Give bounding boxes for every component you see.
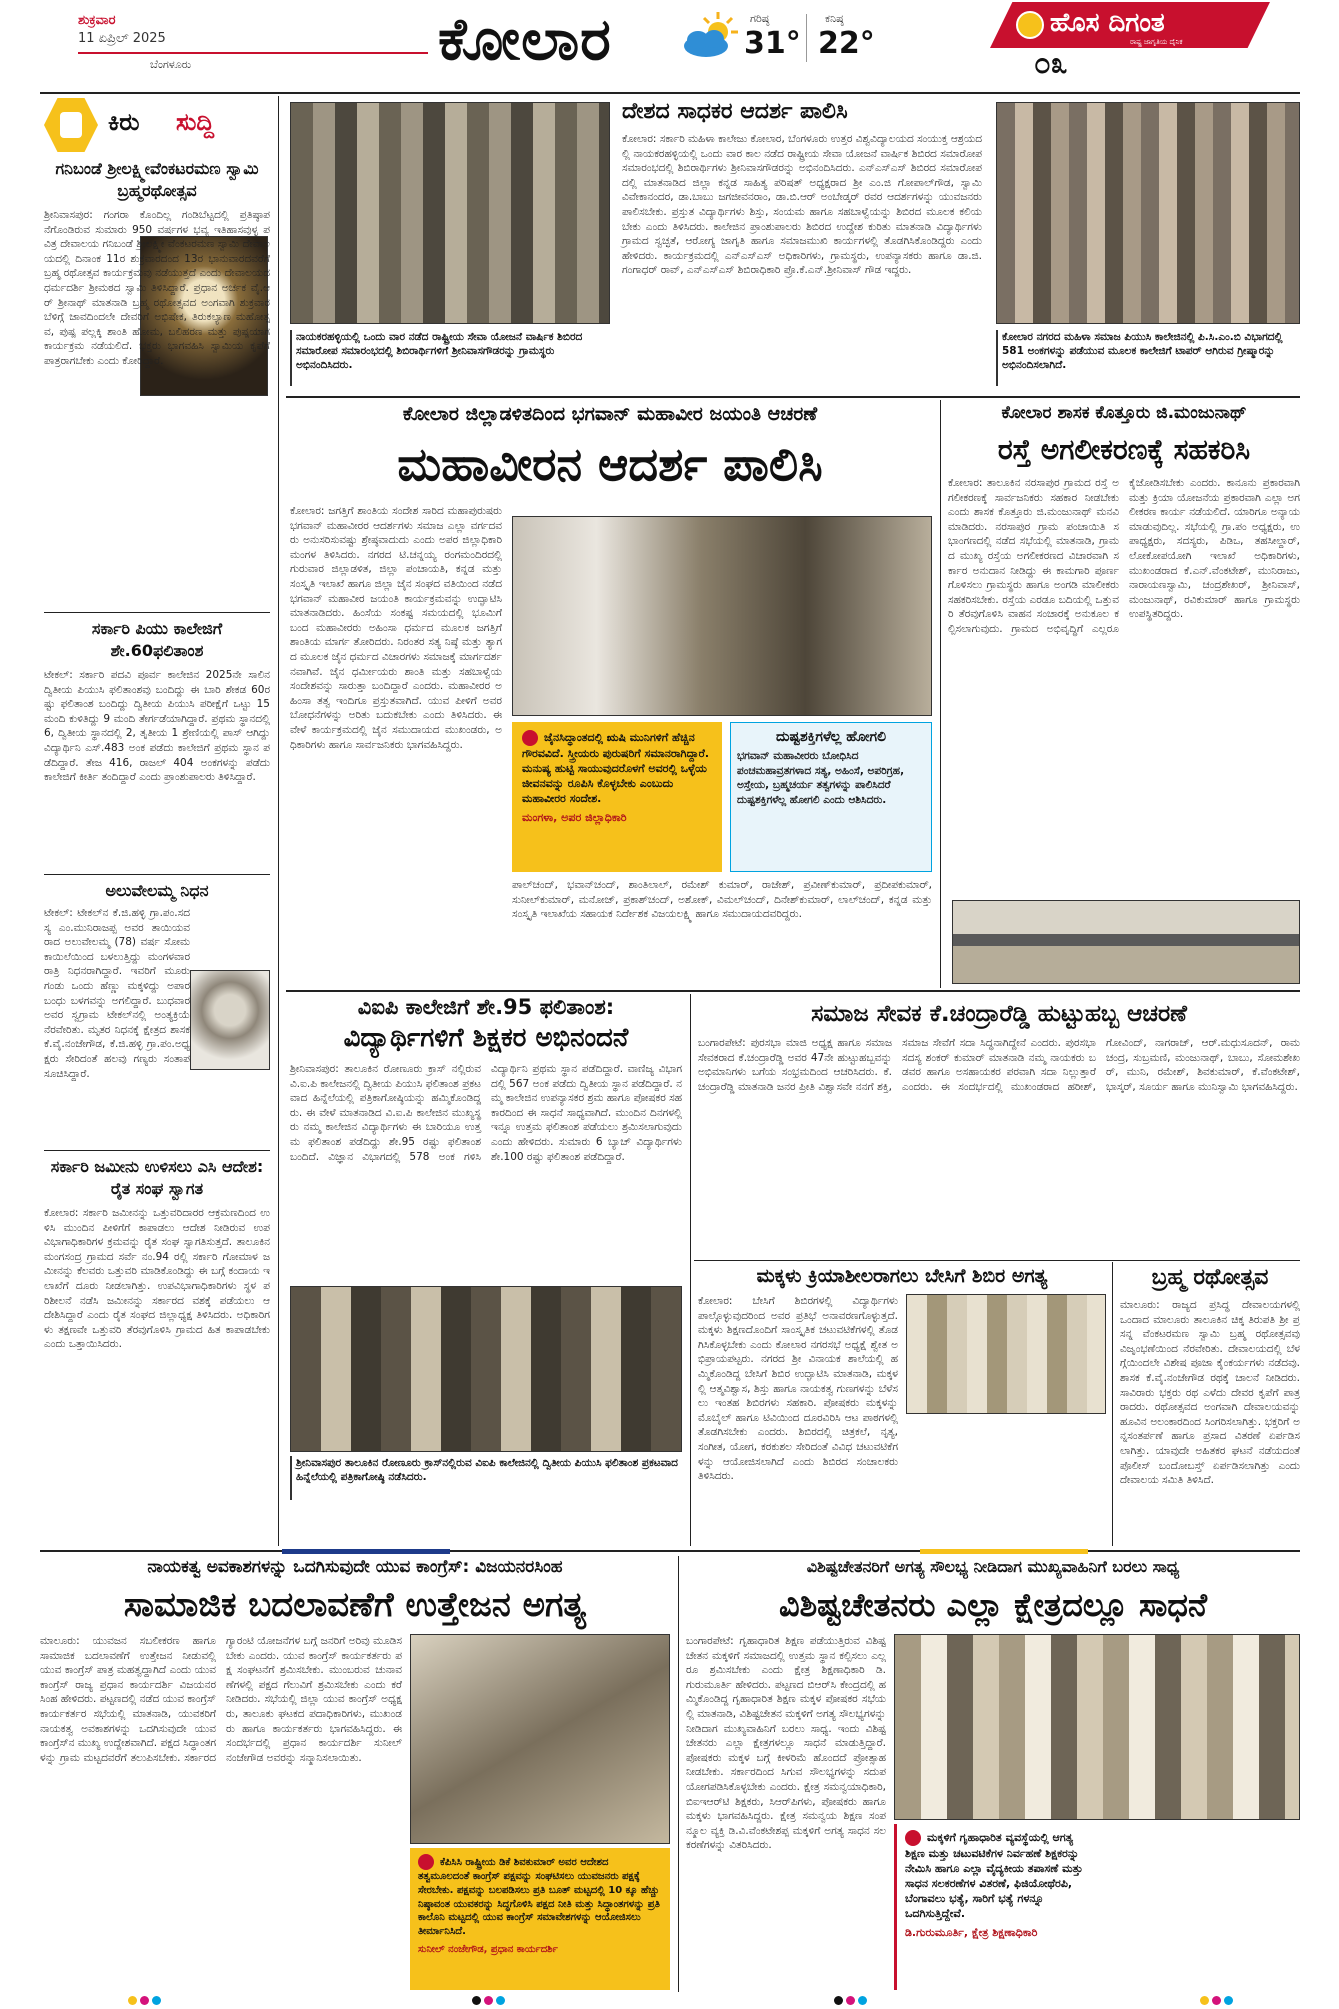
weather-icon: [680, 10, 742, 60]
top-row-rule: [286, 396, 1300, 398]
kiru-label-b: ಸುದ್ದಿ: [176, 108, 215, 136]
reg-dot: [128, 1996, 137, 2005]
max-temp-label: ಗರಿಷ್ಠ: [750, 12, 770, 25]
vip-headline-1: ವಿಐಪಿ ಕಾಲೇಜಿಗೆ ಶೇ.95 ಫಲಿತಾಂಶ:: [357, 995, 615, 1019]
max-temp: 31°: [744, 26, 801, 61]
quote-mark-icon: [905, 1830, 921, 1846]
reg-dot: [484, 1996, 493, 2005]
reg-dot: [858, 1996, 867, 2005]
vip-headline-2: ವಿದ್ಯಾರ್ಥಿಗಳಿಗೆ ಶಿಕ್ಷಕರ ಅಭಿನಂದನೆ: [343, 1023, 629, 1053]
nss-photo-caption: ನಾಯಕರಹಳ್ಳಿಯಲ್ಲಿ ಒಂದು ವಾರ ನಡೆದ ರಾಷ್ಟ್ರೀಯ ಸೇವಾ ಯೋಜನೆ ವಾರ್ಷಿಕ ಶಿಬಿರದ ಸಮಾರೋಪ ಸಮಾರಂಭದಲ್ಲಿ ಶಿಬಿರಾರ್ಥಿಗಳಿಗೆ ಶ್ರೀನಿವಾಸಗೌಡರನ್ನು ಗ್ರಾಮಸ್ಥರು ಅಭಿನಂದಿಸಿದರು.: [290, 330, 610, 386]
chandra-body: ಬಂಗಾರಪೇಟೆ: ಪುರಸಭಾ ಮಾಜಿ ಅಧ್ಯಕ್ಷ ಹಾಗೂ ಸಮಾಜ ಸೇವಕರಾದ ಕೆ.ಚಂದ್ರಾರೆಡ್ಡಿ ಅವರ 47ನೇ ಹುಟ್ಟುಹಬ್ಬವನ್ನು ಅಭಿಮಾನಿಗಳು ಬಗೆಯ ಸಂಭ್ರಮದಿಂದ ಆಚರಿಸಿದರು. ಕೆ.ಚಂದ್ರಾರೆಡ್ಡಿ ಮಾತನಾಡಿ ಜನರ ಪ್ರೀತಿ ವಿಶ್ವಾಸವೇ ನನಗೆ ಶಕ್ತಿ, ಸಮಾಜ ಸೇವೆಗೆ ಸದಾ ಸಿದ್ಧನಾಗಿದ್ದೇನೆ ಎಂದರು. ಪುರಸಭಾ ಸದಸ್ಯ ಶಂಕರ್ ಕುಮಾರ್ ಮಾತನಾಡಿ ನಮ್ಮ ನಾಯಕರು ಬಡವರ ಹಾಗೂ ಅಸಹಾಯಕರ ಪರವಾಗಿ ಸದಾ ನಿಲ್ಲುತ್ತಾರೆ ಎಂದರು. ಈ ಸಂದರ್ಭದಲ್ಲಿ ಮುಖಂಡರಾದ ಹರೀಶ್, ಗೋವಿಂದ್, ನಾಗರಾಜ್, ಆರ್.ಮಧುಸೂದನ್, ರಾಮಚಂದ್ರ, ಸುಬ್ರಮಣಿ, ಮಂಜುನಾಥ್, ಬಾಬು, ಸೋಮಶೇಖರ್, ಮುನಿ, ರಮೇಶ್, ಶಿವಕುಮಾರ್, ಕೆ.ವೆಂಕಟೇಶ್, ಭಾಸ್ಕರ್, ಸೂರ್ಯ ಹಾಗೂ ಮುನಿಸ್ವಾಮಿ ಭಾಗವಹಿಸಿದ್ದರು.: [698, 1037, 1304, 1093]
vip-press-photo: [290, 1286, 682, 1452]
reg-dot: [140, 1996, 149, 2005]
congress-headline: ಸಾಮಾಜಿಕ ಬದಲಾವಣೆಗೆ ಉತ್ತೇಜನ ಅಗತ್ಯ: [123, 1585, 587, 1625]
mahaveer-right-rule: [940, 400, 941, 988]
obituary-portrait-photo: [190, 970, 270, 1070]
kiru-divider-2: [44, 874, 270, 875]
kiru-headline-1: ಗನಿಬಂಡೆ ಶ್ರೀಲಕ್ಷ್ಮೀವೆಂಕಟರಮಣ ಸ್ವಾಮಿ ಬ್ರಹ್ಮರಥೋತ್ಸವ: [55, 159, 259, 200]
kiru-suddi-badge: [44, 98, 268, 152]
date: 11 ಏಪ್ರಿಲ್ 2025: [78, 31, 166, 46]
paper-name: ಹೊಸ ದಿಗಂತ: [1050, 8, 1165, 38]
mahaveer-quote-text: ಜೈನಸಿದ್ಧಾಂತದಲ್ಲಿ ಋಷಿ ಮುನಿಗಳಿಗೆ ಹೆಚ್ಚಿನ ಗೌರವವಿದೆ. ಸ್ತ್ರೀಯರು ಪುರುಷರಿಗೆ ಸಮಾನರಾಗಿದ್ದಾರೆ. ಮನುಷ್ಯ ಹುಟ್ಟಿ ಸಾಯುವುದರೊಳಗೆ ಅವರಲ್ಲಿ ಒಳ್ಳೆಯ ಜೀವನವನ್ನು ರೂಪಿಸಿ ಕೊಳ್ಳಬೇಕು ಎಂಬುದು ಮಹಾವೀರರ ಸಂದೇಶ.: [522, 731, 710, 805]
vishishta-quote-author: ಡಿ.ಗುರುಮೂರ್ತಿ, ಕ್ಷೇತ್ರ ಶಿಕ್ಷಣಾಧಿಕಾರಿ: [905, 1926, 1038, 1939]
masthead-rule: [40, 92, 1300, 94]
mahaveer-body-2: ಪಾಲ್‌ಚಂದ್, ಭವಾನ್‌ಚಂದ್, ಶಾಂತಿಲಾಲ್, ರಮೇಶ್ ಕುಮಾರ್, ರಾಜೇಶ್, ಪ್ರವೀಣ್‌ಕುಮಾರ್, ಪ್ರದೀಪಕುಮಾರ್, ಸುನೀಲ್‌ಕುಮಾರ್, ಮನೋಜ್, ಪ್ರಕಾಶ್‌ಚಂದ್, ಅಶೋಕ್, ವಿಮಲ್‌ಚಂದ್, ದಿನೇಶ್‌ಕುಮಾರ್, ಲಾಲ್‌ಚಂದ್, ಕನ್ನಡ ಮತ್ತು ಸಂಸ್ಕೃತಿ ಇಲಾಖೆಯ ಸಹಾಯಕ ನಿರ್ದೇಶಕ ವಿಜಯಲಕ್ಷ್ಮಿ ಹಾಗೂ ಸಮುದಾಯದವರಿದ್ದರು.: [512, 879, 936, 921]
mahaveer-event-photo: [512, 516, 932, 716]
min-temp: 22°: [818, 26, 875, 61]
mahaveer-kicker: ಕೋಲಾರ ಜಿಲ್ಲಾಡಳಿತದಿಂದ ಭಗವಾನ್ ಮಹಾವೀರ ಜಯಂತಿ ಆಚರಣೆ: [402, 403, 818, 425]
shibira-children-photo: [906, 1294, 1106, 1414]
page-number: ೦೩: [1034, 46, 1068, 81]
vishishta-kicker: ವಿಶಿಷ್ಟಚೇತನರಿಗೆ ಅಗತ್ಯ ಸೌಲಭ್ಯ ನೀಡಿದಾಗ ಮುಖ್ಯವಾಹಿನಿಗೆ ಬರಲು ಸಾಧ್ಯ: [806, 1557, 1180, 1576]
min-temp-label: ಕನಿಷ್ಠ: [825, 12, 844, 25]
vishishta-quote-text: ಮಕ್ಕಳಿಗೆ ಗೃಹಾಧಾರಿತ ವ್ಯವಸ್ಥೆಯಲ್ಲಿ ಆಗತ್ಯ ಶಿಕ್ಷಣ ಮತ್ತು ಚಟುವಟಿಕೆಗಳ ನಿರ್ವಹಣೆ ಶಿಕ್ಷಕರನ್ನು ನೇಮಿಸಿ ಹಾಗೂ ಎಲ್ಲಾ ವೈದ್ಯಕೀಯ ತಪಾಸಣೆ ಮತ್ತು ಸಾಧನ ಸಲಕರಣೆಗಳ ವಿತರಣೆ, ಫಿಜಿಯೋಥೆರಪಿ, ಬೆಂಗಾವಲು ಭತ್ಯೆ, ಸಾರಿಗೆ ಭತ್ಯೆ ಗಳನ್ನೂ ಒದಗಿಸುತ್ತಿದ್ದೇವೆ.: [905, 1831, 1083, 1920]
kiru-hand-icon: [44, 98, 98, 152]
kiru-headline-3: ಅಲುವೇಲಮ್ಮ ನಿಧನ: [105, 881, 209, 900]
mahaveer-box-title: ದುಷ್ಟಶಕ್ತಿಗಳೆಲ್ಲ ಹೋಗಲಿ: [775, 729, 887, 745]
congress-quote-author: ಸುನೀಲ್ ನಂಜೇಗೌಡ, ಪ್ರಧಾನ ಕಾರ್ಯದರ್ಶಿ: [418, 1943, 558, 1955]
kiru-body-4: ಕೋಲಾರ: ಸರ್ಕಾರಿ ಜಮೀನನ್ನು ಒತ್ತುವರಿದಾರರ ಆಕ್ರಮಣದಿಂದ ಉಳಿಸಿ ಮುಂದಿನ ಪೀಳಿಗೆಗೆ ಕಾಪಾಡಲು ಆದೇಶ ನೀಡಿರುವ ಉಪವಿಭಾಗಾಧಿಕಾರಿಗಳ ಕ್ರಮವನ್ನು ರೈತ ಸಂಘ ಸ್ವಾಗತಿಸುತ್ತದೆ. ತಾಲೂಕಿನ ಮಂಗಸಂದ್ರ ಗ್ರಾಮದ ಸರ್ವೆ ನಂ.94 ರಲ್ಲಿ ಸರ್ಕಾರಿ ಗೋಮಾಳ ಜಮೀನನ್ನು ಕೆಲವರು ಒತ್ತುವರಿ ಮಾಡಿಕೊಂಡಿದ್ದು ಈ ಬಗ್ಗೆ ಕಂದಾಯ ಇಲಾಖೆಗೆ ದೂರು ನೀಡಲಾಗಿತ್ತು. ಉಪವಿಭಾಗಾಧಿಕಾರಿಗಳು ಸ್ಥಳ ಪರಿಶೀಲನೆ ನಡೆಸಿ ಜಮೀನನ್ನು ಸರ್ಕಾರದ ವಶಕ್ಕೆ ಪಡೆಯಲು ಆದೇಶಿಸಿದ್ದಾರೆ ಎಂದು ರೈತ ಸಂಘದ ಜಿಲ್ಲಾಧ್ಯಕ್ಷ ತಿಳಿಸಿದರು. ಅಧಿಕಾರಿಗಳು ತಕ್ಷಣವೇ ಒತ್ತುವರಿ ತೆರವುಗೊಳಿಸಿ ಗ್ರಾಮದ ಹಿತ ಕಾಪಾಡಬೇಕು ಎಂದು ಒತ್ತಾಯಿಸಿದರು.: [44, 1207, 274, 1351]
reg-dot: [152, 1996, 161, 2005]
kiru-label-a: ಕಿರು: [108, 108, 140, 136]
weekday: ಶುಕ್ರವಾರ: [78, 13, 116, 28]
manjunath-meeting-photo: [952, 900, 1300, 984]
chandra-headline: ಸಮಾಜ ಸೇವಕ ಕೆ.ಚಂದ್ರಾರೆಡ್ಡಿ ಹುಟ್ಟುಹಬ್ಬ ಆಚರಣೆ: [811, 1001, 1187, 1027]
paper-tagline: ರಾಷ್ಟ್ರ ಜಾಗೃತಿಯ ದೈನಿಕ: [1130, 38, 1183, 46]
topper-group-photo: [996, 102, 1300, 324]
kiru-headline-2: ಸರ್ಕಾರಿ ಪಿಯು ಕಾಲೇಜಿಗೆ ಶೇ.60ಫಲಿತಾಂಶ: [91, 619, 223, 660]
nss-group-photo: [290, 102, 610, 324]
reg-dot: [1200, 1996, 1209, 2005]
kiru-divider-3: [44, 1150, 270, 1151]
kiru-headline-4: ಸರ್ಕಾರಿ ಜಮೀನು ಉಳಿಸಲು ಎಸಿ ಆದೇಶ: ರೈತ ಸಂಘ ಸ್ವಾಗತ: [50, 1157, 264, 1198]
reg-dot: [496, 1996, 505, 2005]
bottom-center-rule: [678, 1556, 679, 1992]
vip-body: ಶ್ರೀನಿವಾಸಪುರ: ತಾಲೂಕಿನ ರೋಣೂರು ಕ್ರಾಸ್ ನಲ್ಲಿರುವ ವಿ.ಐ.ಪಿ ಕಾಲೇಜನಲ್ಲಿ ದ್ವಿತೀಯ ಪಿಯುಸಿ ಫಲಿತಾಂಶ ಪ್ರಕಟವಾದ ಹಿನ್ನೆಲೆಯಲ್ಲಿ ಪತ್ರಿಕಾಗೋಷ್ಠಿಯನ್ನು ಹಮ್ಮಿಕೊಂಡಿದ್ದರು. ಈ ವೇಳೆ ಮಾತನಾಡಿದ ವಿ.ಐ.ಪಿ ಕಾಲೇಜಿನ ಮುಖ್ಯಸ್ಥರು ನಮ್ಮ ಕಾಲೇಜಿನ ವಿದ್ಯಾರ್ಥಿಗಳು ಈ ಬಾರಿಯೂ ಉತ್ತಮ ಫಲಿತಾಂಶ ಪಡೆದಿದ್ದು ಶೇ.95 ರಷ್ಟು ಫಲಿತಾಂಶ ಬಂದಿದೆ. ವಿಜ್ಞಾನ ವಿಭಾಗದಲ್ಲಿ 578 ಅಂಕ ಗಳಿಸಿ ವಿದ್ಯಾರ್ಥಿನಿ ಪ್ರಥಮ ಸ್ಥಾನ ಪಡೆದಿದ್ದಾರೆ. ವಾಣಿಜ್ಯ ವಿಭಾಗದಲ್ಲಿ 567 ಅಂಕ ಪಡೆದು ದ್ವಿತೀಯ ಸ್ಥಾನ ಪಡೆದಿದ್ದಾರೆ. ನಮ್ಮ ಕಾಲೇಜಿನ ಉಪನ್ಯಾಸಕರ ಶ್ರಮ ಹಾಗೂ ಪೋಷಕರ ಸಹಕಾರದಿಂದ ಈ ಸಾಧನೆ ಸಾಧ್ಯವಾಗಿದೆ. ಮುಂದಿನ ದಿನಗಳಲ್ಲಿ ಇನ್ನೂ ಉತ್ತಮ ಫಲಿತಾಂಶ ಪಡೆಯಲು ಶ್ರಮಿಸಲಾಗುವುದು ಎಂದು ಹೇಳಿದರು. ಸುಮಾರು 6 ಬ್ಯಾಚ್ ವಿದ್ಯಾರ್ಥಿಗಳು ಶೇ.100 ರಷ್ಟು ಫಲಿತಾಂಶ ಪಡೆದಿದ್ದಾರೆ.: [290, 1063, 686, 1163]
rathotsava-body: ಮಾಲೂರು: ರಾಜ್ಯದ ಪ್ರಸಿದ್ಧ ದೇವಾಲಯಗಳಲ್ಲಿ ಒಂದಾದ ಮಾಲೂರು ತಾಲೂಕಿನ ಚಿಕ್ಕ ತಿರುಪತಿ ಶ್ರೀ ಪ್ರಸನ್ನ ವೆಂಕಟರಮಣ ಸ್ವಾಮಿ ಬ್ರಹ್ಮ ರಥೋತ್ಸವವು ವಿಜೃಂಭಣೆಯಿಂದ ನೆರವೇರಿತು. ದೇವಾಲಯದಲ್ಲಿ ಬೆಳಗ್ಗೆಯಿಂದಲೇ ವಿಶೇಷ ಪೂಜಾ ಕೈಂಕರ್ಯಗಳು ನಡೆದವು. ಶಾಸಕ ಕೆ.ವೈ.ನಂಜೇಗೌಡ ರಥಕ್ಕೆ ಚಾಲನೆ ನೀಡಿದರು. ಸಾವಿರಾರು ಭಕ್ತರು ರಥ ಎಳೆದು ದೇವರ ಕೃಪೆಗೆ ಪಾತ್ರರಾದರು. ರಥೋತ್ಸವದ ಅಂಗವಾಗಿ ದೇವಾಲಯವನ್ನು ಹೂವಿನ ಅಲಂಕಾರದಿಂದ ಸಿಂಗರಿಸಲಾಗಿತ್ತು. ಭಕ್ತರಿಗೆ ಅನ್ನಸಂತರ್ಪಣೆ ಹಾಗೂ ಪ್ರಸಾದ ವಿತರಣೆ ಏರ್ಪಡಿಸಲಾಗಿತ್ತು. ಯಾವುದೇ ಅಹಿತಕರ ಘಟನೆ ನಡೆಯದಂತೆ ಪೊಲೀಸ್ ಬಂದೋಬಸ್ತ್ ಏರ್ಪಡಿಸಲಾಗಿತ್ತು ಎಂದು ದೇವಾಲಯ ಸಮಿತಿ ತಿಳಿಸಿದೆ.: [1120, 1299, 1304, 1487]
kiru-body-2: ಟೇಕಲ್: ಸರ್ಕಾರಿ ಪದವಿ ಪೂರ್ವ ಕಾಲೇಜಿನ 2025ನೇ ಸಾಲಿನ ದ್ವಿತೀಯ ಪಿಯುಸಿ ಫಲಿತಾಂಶವು ಬಂದಿದ್ದು ಈ ಬಾರಿ ಶೇಕಡ 60ರಷ್ಟು ಫಲಿತಾಂಶ ಬಂದಿದ್ದು ದ್ವಿತೀಯ ಪಿಯುಸಿ ಪರೀಕ್ಷೆಗೆ ಒಟ್ಟು 15 ಮಂದಿ ಕುಳಿತಿದ್ದು 9 ಮಂದಿ ತೇರ್ಗಡೆಯಾಗಿದ್ದಾರೆ. ಪ್ರಥಮ ಸ್ಥಾನದಲ್ಲಿ 6, ದ್ವಿತೀಯ ಸ್ಥಾನದಲ್ಲಿ 2, ತೃತೀಯ 1 ಶ್ರೇಣಿಯಲ್ಲಿ ಪಾಸ್ ಆಗಿದ್ದು ವಿದ್ಯಾರ್ಥಿನಿ ಎಸ್.483 ಅಂಕ ಪಡೆದು ಕಾಲೇಜಿಗೆ ಪ್ರಥಮ ಸ್ಥಾನ ಪಡೆದಿದ್ದಾರೆ. ತೇಜ 416, ರಾಜಲ್ 404 ಅಂಕಗಳನ್ನು ಪಡೆದು ಕಾಲೇಜಿಗೆ ಕೀರ್ತಿ ತಂದಿದ್ದಾರೆ ಎಂದು ಪ್ರಾಂಶುಪಾಲರು ತಿಳಿಸಿದ್ದಾರೆ.: [44, 669, 274, 784]
topper-photo-caption: ಕೋಲಾರ ನಗರದ ಮಹಿಳಾ ಸಮಾಜ ಪಿಯುಸಿ ಕಾಲೇಜಿನಲ್ಲಿ ಪಿ.ಸಿ.ಎಂ.ಬಿ ವಿಭಾಗದಲ್ಲಿ 581 ಅಂಕಗಳನ್ನು ಪಡೆಯುವ ಮೂಲಕ ಕಾಲೇಜಿಗೆ ಟಾಪರ್ ಆಗಿರುವ ಗ್ರೀಷ್ಮಾರನ್ನು ಅಭಿನಂದಿಸಲಾಗಿದೆ.: [996, 330, 1300, 386]
reg-dot: [846, 1996, 855, 2005]
city-label: ಬೆಂಗಳೂರು: [150, 58, 192, 71]
manjunath-headline: ರಸ್ತೆ ಅಗಲೀಕರಣಕ್ಕೆ ಸಹಕರಿಸಿ: [997, 433, 1251, 466]
congress-quote: [410, 1848, 670, 1990]
congress-quote-text: ಕೆಪಿಸಿಸಿ ರಾಷ್ಟ್ರೀಯ ಡಿಕೆ ಶಿವಕುಮಾರ್ ಅವರ ಆದೇಶದ ತತ್ವಮೂಲದಂತೆ ಕಾಂಗ್ರೆಸ್ ಪಕ್ಷವನ್ನು ಸಂಘಟಿಸಲು ಯುವಜನರು ಪಕ್ಷಕ್ಕೆ ಸೇರಬೇಕು. ಪಕ್ಷವನ್ನು ಬಲಪಡಿಸಲು ಪ್ರತಿ ಬೂತ್ ಮಟ್ಟದಲ್ಲಿ 10 ಕ್ಕೂ ಹೆಚ್ಚು ನಿಷ್ಠಾವಂತ ಯುವಕರನ್ನು ಸಿದ್ಧಗೊಳಿಸಿ ಪಕ್ಷದ ನೀತಿ ಮತ್ತು ಸಿದ್ಧಾಂತಗಳನ್ನು ಪ್ರತಿ ಕಾಲೊನಿ ಮಟ್ಟದಲ್ಲಿ ಯುವ ಕಾಂಗ್ರೆಸ್ ಸಮಾವೇಶಗಳನ್ನು ಆಯೋಜಿಸಲು ತೀರ್ಮಾನಿಸಿದೆ.: [418, 1857, 660, 1938]
quote-mark-icon: [522, 730, 538, 746]
masthead-line: [78, 52, 428, 54]
shibira-headline: ಮಕ್ಕಳು ಕ್ರಿಯಾಶೀಲರಾಗಲು ಬೇಸಿಗೆ ಶಿಬಿರ ಅಗತ್ಯ: [756, 1265, 1048, 1287]
shibira-right-rule: [1112, 1262, 1113, 1546]
color-strip-yellow: [920, 1549, 1088, 1554]
paper-logo: [990, 2, 1270, 88]
mahaveer-body: ಕೋಲಾರ: ಜಗತ್ತಿಗೆ ಶಾಂತಿಯ ಸಂದೇಶ ಸಾರಿದ ಮಹಾಪುರುಷರು ಭಗವಾನ್ ಮಹಾವೀರರ ಆದರ್ಶಗಳು ಸಮಾಜ ಎಲ್ಲಾ ವರ್ಗದವರು ಅನುಸರಿಸುವಷ್ಟು ಶ್ರೇಷ್ಠವಾದುದು ಎಂದು ಅಪರ ಜಿಲ್ಲಾಧಿಕಾರಿ ಮಂಗಳ ತಿಳಿಸಿದರು. ನಗರದ ಟಿ.ಚನ್ನಯ್ಯ ರಂಗಮಂದಿರದಲ್ಲಿ ಗುರುವಾರ ಜಿಲ್ಲಾಡಳಿತ, ಜಿಲ್ಲಾ ಪಂಚಾಯತಿ, ಕನ್ನಡ ಮತ್ತು ಸಂಸ್ಕೃತಿ ಇಲಾಖೆ ಹಾಗೂ ಜಿಲ್ಲಾ ಜೈನ ಸಂಘದ ವತಿಯಿಂದ ನಡೆದ ಭಗವಾನ್ ಮಹಾವೀರ ಜಯಂತಿ ಕಾರ್ಯಕ್ರಮವನ್ನು ಉದ್ಘಾಟಿಸಿ ಮಾತನಾಡಿದರು. ಹಿಂಸೆಯ ಸಂಕಷ್ಟ ಸಮಯದಲ್ಲಿ ಭೂಮಿಗೆ ಬಂದ ಮಹಾವೀರರು ಅಹಿಂಸಾ ಧರ್ಮದ ಮೂಲಕ ಜಗತ್ತಿಗೆ ಶಾಂತಿಯ ಮಾರ್ಗ ತೋರಿದರು. ನಿರಂತರ ಸತ್ಯ ನಿಷ್ಠೆ ಮತ್ತು ತ್ಯಾಗದ ಮೂಲಕ ಜೈನ ಧರ್ಮದ ವಿಚಾರಗಳು ಸಮಾಜಕ್ಕೆ ಮಾರ್ಗದರ್ಶನವಾಗಿವೆ. ಜೈನ ಧರ್ಮೀಯರು ಶಾಂತಿ ಮತ್ತು ಸಹಬಾಳ್ವೆಯ ಸಂದೇಶವನ್ನು ಸಾರುತ್ತಾ ಬಂದಿದ್ದಾರೆ ಎಂದರು. ಮಹಾವೀರರ ಅಹಿಂಸಾ ತತ್ವ ಇಂದಿಗೂ ಪ್ರಸ್ತುತವಾಗಿದೆ. ಯುವ ಪೀಳಿಗೆ ಅವರ ಬೋಧನೆಗಳನ್ನು ಅರಿತು ಬದುಕಬೇಕು ಎಂದು ತಿಳಿಸಿದರು. ಈ ವೇಳೆ ಕಾರ್ಯಕ್ರಮದಲ್ಲಿ ಜೈನ ಸಮುದಾಯದ ಮುಖಂಡರು, ಅಧಿಕಾರಿಗಳು ಹಾಗೂ ಸಾರ್ವಜನಿಕರು ಭಾಗವಹಿಸಿದ್ದರು.: [290, 505, 506, 751]
top-story-body: ಕೋಲಾರ: ಸರ್ಕಾರಿ ಮಹಿಳಾ ಕಾಲೇಜು ಕೋಲಾರ, ಬೆಂಗಳೂರು ಉತ್ತರ ವಿಶ್ವವಿದ್ಯಾಲಯದ ಸಂಯುಕ್ತ ಆಶ್ರಯದಲ್ಲಿ ನಾಯಕರಹಳ್ಳಿಯಲ್ಲಿ ಒಂದು ವಾರ ಕಾಲ ನಡೆದ ರಾಷ್ಟ್ರೀಯ ಸೇವಾ ಯೋಜನೆ ವಾರ್ಷಿಕ ಶಿಬಿರದ ಸಮಾರೋಪ ಸಮಾರಂಭದಲ್ಲಿ ಶಿಬಿರಾರ್ಥಿಗಳು ಶ್ರೀನಿವಾಸಗೌಡರನ್ನು ಅಭಿನಂದಿಸಿದರು. ಎನ್‌ಎಸ್‌ಎಸ್ ಶಿಬಿರದ ಸಮಾರೋಪದಲ್ಲಿ ಮಾತನಾಡಿದ ಜಿಲ್ಲಾ ಕನ್ನಡ ಸಾಹಿತ್ಯ ಪರಿಷತ್ ಅಧ್ಯಕ್ಷರಾದ ಶ್ರೀ ಎಂ.ಜಿ ಗೋಪಾಲ್‌ಗೌಡ, ಸ್ವಾಮಿ ವಿವೇಕಾನಂದರ, ಡಾ.ಬಾಬು ಜಗಜೀವನರಾಂ, ಡಾ.ಬಿ.ಆರ್ ಅಂಬೇಡ್ಕರ್ ರವರ ಆದರ್ಶಗಳನ್ನು ಯುವಜನರು ಪಾಲಿಸಬೇಕು. ಪ್ರಸ್ತುತ ವಿದ್ಯಾರ್ಥಿಗಳು ಶಿಸ್ತು, ಸಂಯಮ ಹಾಗೂ ಸಹಬಾಳ್ವೆಯನ್ನು ಶಿಬಿರದ ಮೂಲಕ ಕಲಿಯಬೇಕು ಎಂದು ತಿಳಿಸಿದರು. ಕಾಲೇಜಿನ ಪ್ರಾಂಶುಪಾಲರು ಶಿಬಿರದ ಉದ್ದೇಶ ಕುರಿತು ಮಾತನಾಡಿ ವಿದ್ಯಾರ್ಥಿಗಳು ಗ್ರಾಮದ ಸ್ವಚ್ಛತೆ, ಆರೋಗ್ಯ ಜಾಗೃತಿ ಹಾಗೂ ಸಮಾಜಮುಖಿ ಕಾರ್ಯಗಳಲ್ಲಿ ತೊಡಗಿಸಿಕೊಂಡಿದ್ದರು ಎಂದು ಹೇಳಿದರು. ಕಾರ್ಯಕ್ರಮದಲ್ಲಿ ಎನ್‌ಎಸ್‌ಎಸ್ ಅಧಿಕಾರಿಗಳು, ಗ್ರಾಮಸ್ಥರು, ಉಪನ್ಯಾಸಕರು ಹಾಗೂ ಡಾ.ಜಿ.ಗಂಗಾಧರ್ ರಾವ್, ಎನ್‌ಎಸ್‌ಎಸ್ ಶಿಬಿರಾಧಿಕಾರಿ ಪ್ರೊ.ಕೆ.ಎನ್.ಶ್ರೀನಿವಾಸ್ ಗೌಡ ಇದ್ದರು.: [622, 133, 986, 277]
mid-row-rule: [286, 990, 1300, 992]
page-title: ಕೋಲಾರ: [438, 5, 612, 73]
congress-kicker: ನಾಯಕತ್ವ ಅವಕಾಶಗಳನ್ನು ಒದಗಿಸುವುದೇ ಯುವ ಕಾಂಗ್ರೆಸ್: ವಿಜಯನರಸಿಂಹ: [147, 1557, 563, 1577]
rathotsava-headline: ಬ್ರಹ್ಮ ರಥೋತ್ಸವ: [1151, 1265, 1269, 1290]
reg-dot: [834, 1996, 843, 2005]
left-column-rule: [278, 96, 279, 1546]
reg-dot: [1212, 1996, 1221, 2005]
manjunath-body: ಕೋಲಾರ: ತಾಲೂಕಿನ ನರಸಾಪುರ ಗ್ರಾಮದ ರಸ್ತೆ ಅಗಲೀಕರಣಕ್ಕೆ ಸಾರ್ವಜನಿಕರು ಸಹಕಾರ ನೀಡಬೇಕು ಎಂದು ಶಾಸಕ ಕೊತ್ತೂರು ಜಿ.ಮಂಜುನಾಥ್ ಮನವಿ ಮಾಡಿದರು. ನರಸಾಪುರ ಗ್ರಾಮ ಪಂಚಾಯಿತಿ ಸಭಾಂಗಣದಲ್ಲಿ ನಡೆದ ಸಭೆಯಲ್ಲಿ ಮಾತನಾಡಿ, ಗ್ರಾಮದ ಮುಖ್ಯ ರಸ್ತೆಯ ಅಗಲೀಕರಣದ ವಿಚಾರವಾಗಿ ಸರ್ಕಾರ ಅನುದಾನ ನೀಡಿದ್ದು ಈ ಕಾಮಗಾರಿ ಪೂರ್ಣಗೊಳಿಸಲು ಗ್ರಾಮಸ್ಥರು ಹಾಗೂ ಅಂಗಡಿ ಮಾಲೀಕರು ಸಹಕರಿಸಬೇಕು. ರಸ್ತೆಯ ಎರಡೂ ಬದಿಯಲ್ಲಿ ಒತ್ತುವರಿ ತೆರವುಗೊಳಿಸಿ ವಾಹನ ಸಂಚಾರಕ್ಕೆ ಅನುಕೂಲ ಕಲ್ಪಿಸಲಾಗುವುದು. ಗ್ರಾಮದ ಅಭಿವೃದ್ಧಿಗೆ ಎಲ್ಲರೂ ಕೈಜೋಡಿಸಬೇಕು ಎಂದರು. ಕಾನೂನು ಪ್ರಕಾರವಾಗಿ ಮತ್ತು ಕ್ರಿಯಾ ಯೋಜನೆಯ ಪ್ರಕಾರವಾಗಿ ಎಲ್ಲಾ ಅಗಲೀಕರಣ ಕಾರ್ಯ ನಡೆಯಲಿದೆ. ಯಾರಿಗೂ ಅನ್ಯಾಯ ಮಾಡುವುದಿಲ್ಲ. ಸಭೆಯಲ್ಲಿ ಗ್ರಾ.ಪಂ ಅಧ್ಯಕ್ಷರು, ಉಪಾಧ್ಯಕ್ಷರು, ಸದಸ್ಯರು, ಪಿಡಿಒ, ತಹಸೀಲ್ದಾರ್, ಲೋಕೋಪಯೋಗಿ ಇಲಾಖೆ ಅಧಿಕಾರಿಗಳು, ಮುಖಂಡರಾದ ಕೆ.ಎನ್.ವೆಂಕಟೇಶ್, ಮುನಿರಾಜು, ನಾರಾಯಣಸ್ವಾಮಿ, ಚಂದ್ರಶೇಖರ್, ಶ್ರೀನಿವಾಸ್, ಮಂಜುನಾಥ್, ರವಿಕುಮಾರ್ ಹಾಗೂ ಗ್ರಾಮಸ್ಥರು ಉಪಸ್ಥಿತರಿದ್ದರು.: [948, 477, 1304, 635]
reg-dot: [1224, 1996, 1233, 2005]
congress-felicitation-photo: [410, 1634, 670, 1844]
shibira-body: ಕೋಲಾರ: ಬೇಸಿಗೆ ಶಿಬಿರಗಳಲ್ಲಿ ವಿದ್ಯಾರ್ಥಿಗಳು ಪಾಲ್ಗೊಳ್ಳುವುದರಿಂದ ಅವರ ಪ್ರತಿಭೆ ಅನಾವರಣಗೊಳ್ಳುತ್ತದೆ. ಮಕ್ಕಳು ಶಿಕ್ಷಣದೊಂದಿಗೆ ಸಾಂಸ್ಕೃತಿಕ ಚಟುವಟಿಕೆಗಳಲ್ಲಿ ತೊಡಗಿಸಿಕೊಳ್ಳಬೇಕು ಎಂದು ಕೋಲಾರ ನಗರಸಭೆ ಅಧ್ಯಕ್ಷೆ ಶ್ವೇತ ಅಭಿಪ್ರಾಯಪಟ್ಟರು. ನಗರದ ಶ್ರೀ ವಿನಾಯಕ ಶಾಲೆಯಲ್ಲಿ ಹಮ್ಮಿಕೊಂಡಿದ್ದ ಬೇಸಿಗೆ ಶಿಬಿರ ಉದ್ಘಾಟಿಸಿ ಮಾತನಾಡಿ, ಮಕ್ಕಳಲ್ಲಿ ಆತ್ಮವಿಶ್ವಾಸ, ಶಿಸ್ತು ಹಾಗೂ ನಾಯಕತ್ವ ಗುಣಗಳನ್ನು ಬೆಳೆಸಲು ಇಂತಹ ಶಿಬಿರಗಳು ಸಹಕಾರಿ. ಪೋಷಕರು ಮಕ್ಕಳನ್ನು ಮೊಬೈಲ್ ಹಾಗೂ ಟಿವಿಯಿಂದ ದೂರವಿರಿಸಿ ಆಟ ಪಾಠಗಳಲ್ಲಿ ತೊಡಗಿಸಬೇಕು ಎಂದರು. ಶಿಬಿರದಲ್ಲಿ ಚಿತ್ರಕಲೆ, ನೃತ್ಯ, ಸಂಗೀತ, ಯೋಗ, ಕರಕುಶಲ ಸೇರಿದಂತೆ ವಿವಿಧ ಚಟುವಟಿಕೆಗಳನ್ನು ಆಯೋಜಿಸಲಾಗಿದೆ ಎಂದು ಶಿಬಿರದ ಸಂಚಾಲಕರು ತಿಳಿಸಿದರು.: [698, 1295, 902, 1483]
vishishta-quote: [894, 1824, 1100, 1990]
mahaveer-headline: ಮಹಾವೀರನ ಆದರ್ಶ ಪಾಲಿಸಿ: [397, 437, 823, 491]
quote-mark-icon: [418, 1854, 434, 1870]
chandra-bottom-rule: [694, 1260, 1300, 1261]
mahaveer-quote-author: ಮಂಗಳಾ, ಅಪರ ಜಿಲ್ಲಾಧಿಕಾರಿ: [522, 811, 627, 824]
vip-caption: ಶ್ರೀನಿವಾಸಪುರ ತಾಲೂಕಿನ ರೋಣೂರು ಕ್ರಾಸ್‌ನಲ್ಲಿರುವ ವಿಐಪಿ ಕಾಲೇಜಿನಲ್ಲಿ ದ್ವಿತೀಯ ಪಿಯುಸಿ ಫಲಿತಾಂಶ ಪ್ರಕಟವಾದ ಹಿನ್ನೆಲೆಯಲ್ಲಿ ಪತ್ರಿಕಾಗೋಷ್ಠಿ ನಡೆಸಿದರು.: [290, 1456, 682, 1500]
kiru-body-3: ಟೇಕಲ್: ಟೇಕಲ್‌ನ ಕೆ.ಜಿ.ಹಳ್ಳಿ ಗ್ರಾ.ಪಂ.ಸದಸ್ಯ ಎಂ.ಮುನಿರಾಜಪ್ಪ ಅವರ ತಾಯಿಯವರಾದ ಅಲುವೇಲಮ್ಮ (78) ವರ್ಷ ಸೋಮ ಕಾಯಿಲೆಯಿಂದ ಬಳಲುತ್ತಿದ್ದು ಮಂಗಳವಾರ ರಾತ್ರಿ ನಿಧನರಾಗಿದ್ದಾರೆ. ಇವರಿಗೆ ಮೂರು ಗಂಡು ಒಂದು ಹೆಣ್ಣು ಮಕ್ಕಳಿದ್ದು ಅಪಾರ ಬಂಧು ಬಳಗವನ್ನು ಅಗಲಿದ್ದಾರೆ. ಬುಧವಾರ ಅವರ ಸ್ವಗ್ರಾಮ ಟೇಕಲ್‌ನಲ್ಲಿ ಅಂತ್ಯಕ್ರಿಯೆ ನೆರವೇರಿತು. ಮೃತರ ನಿಧನಕ್ಕೆ ಕ್ಷೇತ್ರದ ಶಾಸಕ ಕೆ.ವೈ.ನಂಜೇಗೌಡ, ಕೆ.ಜಿ.ಹಳ್ಳಿ ಗ್ರಾ.ಪಂ.ಅಧ್ಯಕ್ಷರು ಸೇರಿದಂತೆ ಹಲವು ಗಣ್ಯರು ಸಂತಾಪ ಸೂಚಿಸಿದ್ದಾರೆ.: [44, 907, 190, 1080]
lower-divider: [40, 1550, 1300, 1552]
paper-emblem-icon: [1016, 11, 1044, 39]
vishishta-body: ಬಂಗಾರಪೇಟೆ: ಗೃಹಾಧಾರಿತ ಶಿಕ್ಷಣ ಪಡೆಯುತ್ತಿರುವ ವಿಶಿಷ್ಟಚೇತನ ಮಕ್ಕಳಿಗೆ ಸಮಾಜದಲ್ಲಿ ಉತ್ತಮ ಸ್ಥಾನ ಕಲ್ಪಿಸಲು ಎಲ್ಲರೂ ಶ್ರಮಿಸಬೇಕು ಎಂದು ಕ್ಷೇತ್ರ ಶಿಕ್ಷಣಾಧಿಕಾರಿ ಡಿ.ಗುರುಮೂರ್ತಿ ಹೇಳಿದರು. ಪಟ್ಟಣದ ಬಿಆರ್‌ಸಿ ಕೇಂದ್ರದಲ್ಲಿ ಹಮ್ಮಿಕೊಂಡಿದ್ದ ಗೃಹಾಧಾರಿತ ಶಿಕ್ಷಣ ಮಕ್ಕಳ ಪೋಷಕರ ಸಭೆಯಲ್ಲಿ ಮಾತನಾಡಿ, ವಿಶಿಷ್ಟಚೇತನ ಮಕ್ಕಳಿಗೆ ಅಗತ್ಯ ಸೌಲಭ್ಯಗಳನ್ನು ನೀಡಿದಾಗ ಮುಖ್ಯವಾಹಿನಿಗೆ ಬರಲು ಸಾಧ್ಯ. ಇಂದು ವಿಶಿಷ್ಟಚೇತನರು ಎಲ್ಲಾ ಕ್ಷೇತ್ರಗಳಲ್ಲೂ ಸಾಧನೆ ಮಾಡುತ್ತಿದ್ದಾರೆ. ಪೋಷಕರು ಮಕ್ಕಳ ಬಗ್ಗೆ ಕೀಳರಿಮೆ ಹೊಂದದೆ ಪ್ರೋತ್ಸಾಹ ನೀಡಬೇಕು. ಸರ್ಕಾರದಿಂದ ಸಿಗುವ ಸೌಲಭ್ಯಗಳನ್ನು ಸದುಪಯೋಗಪಡಿಸಿಕೊಳ್ಳಬೇಕು ಎಂದರು. ಕ್ಷೇತ್ರ ಸಮನ್ವಯಾಧಿಕಾರಿ, ಬಿಐಇಆರ್‌ಟಿ ಶಿಕ್ಷಕರು, ಸಿಆರ್‌ಪಿಗಳು, ಪೋಷಕರು ಹಾಗೂ ಮಕ್ಕಳು ಭಾಗವಹಿಸಿದ್ದರು. ಕ್ಷೇತ್ರ ಸಮನ್ವಯ ಶಿಕ್ಷಣ ಸಂಪನ್ಮೂಲ ವ್ಯಕ್ತಿ ಡಿ.ವಿ.ವೆಂಕಟೇಶಪ್ಪ ಮಕ್ಕಳಿಗೆ ಅಗತ್ಯ ಸಾಧನ ಸಲಕರಣೆಗಳನ್ನು ವಿತರಿಸಿದರು.: [686, 1635, 890, 1852]
mahaveer-quote: [512, 722, 722, 872]
color-strip-blue: [282, 1549, 450, 1554]
reg-dot: [472, 1996, 481, 2005]
masthead: [0, 0, 1339, 94]
congress-body: ಮಾಲೂರು: ಯುವಜನ ಸಬಲೀಕರಣ ಹಾಗೂ ಸಾಮಾಜಿಕ ಬದಲಾವಣೆಗೆ ಉತ್ತೇಜನ ನೀಡುವಲ್ಲಿ ಯುವ ಕಾಂಗ್ರೆಸ್ ಪಾತ್ರ ಮಹತ್ವದ್ದಾಗಿದೆ ಎಂದು ಯುವ ಕಾಂಗ್ರೆಸ್ ರಾಜ್ಯ ಪ್ರಧಾನ ಕಾರ್ಯದರ್ಶಿ ವಿಜಯನರಸಿಂಹ ಹೇಳಿದರು. ಪಟ್ಟಣದಲ್ಲಿ ನಡೆದ ಯುವ ಕಾಂಗ್ರೆಸ್ ಕಾರ್ಯಕರ್ತರ ಸಭೆಯಲ್ಲಿ ಮಾತನಾಡಿ, ಯುವಕರಿಗೆ ನಾಯಕತ್ವ ಅವಕಾಶಗಳನ್ನು ಒದಗಿಸುವುದೇ ಯುವ ಕಾಂಗ್ರೆಸ್‌ನ ಮುಖ್ಯ ಉದ್ದೇಶವಾಗಿದೆ. ಪಕ್ಷದ ಸಿದ್ಧಾಂತಗಳನ್ನು ಗ್ರಾಮ ಮಟ್ಟದವರೆಗೆ ತಲುಪಿಸಬೇಕು. ಸರ್ಕಾರದ ಗ್ಯಾರಂಟಿ ಯೋಜನೆಗಳ ಬಗ್ಗೆ ಜನರಿಗೆ ಅರಿವು ಮೂಡಿಸಬೇಕು ಎಂದರು. ಯುವ ಕಾಂಗ್ರೆಸ್ ಕಾರ್ಯಕರ್ತರು ಪಕ್ಷ ಸಂಘಟನೆಗೆ ಶ್ರಮಿಸಬೇಕು. ಮುಂಬರುವ ಚುನಾವಣೆಗಳಲ್ಲಿ ಪಕ್ಷದ ಗೆಲುವಿಗೆ ಶ್ರಮಿಸಬೇಕು ಎಂದು ಕರೆ ನೀಡಿದರು. ಸಭೆಯಲ್ಲಿ ಜಿಲ್ಲಾ ಯುವ ಕಾಂಗ್ರೆಸ್ ಅಧ್ಯಕ್ಷರು, ತಾಲೂಕು ಘಟಕದ ಪದಾಧಿಕಾರಿಗಳು, ಮುಖಂಡರು ಹಾಗೂ ಕಾರ್ಯಕರ್ತರು ಭಾಗವಹಿಸಿದ್ದರು. ಈ ಸಂದರ್ಭದಲ್ಲಿ ಪ್ರಧಾನ ಕಾರ್ಯದರ್ಶಿ ಸುನೀಲ್ ನಂಜೇಗೌಡ ಅವರನ್ನು ಸನ್ಮಾನಿಸಲಾಯಿತು.: [40, 1635, 406, 1764]
kiru-body-1: ಶ್ರೀನಿವಾಸಪುರ: ಗಂಗರಾ ಕೊಂದಿಲ್ಲ ಗಂಡಿಬೆಟ್ಟದಲ್ಲಿ ಪ್ರತಿಷ್ಠಾಪನೆಗೊಂಡಿರುವ ಸುಮಾರು 950 ವರ್ಷಗಳ ಭವ್ಯ ಇತಿಹಾಸವುಳ್ಳ ಪವಿತ್ರ ದೇವಾಲಯ ಗನಿಬಂಡೆ ಶ್ರೀಲಕ್ಷ್ಮೀ ವೆಂಕಟರಮಣ ಸ್ವಾಮಿ ದೇವಾಲಯದಲ್ಲಿ ದಿನಾಂಕ 11ರ ಶುಕ್ರವಾರದಂದ 13ರ ಭಾನುವಾರದವರೆಗೆ ಬ್ರಹ್ಮ ರಥೋತ್ಸವ ಕಾರ್ಯಕ್ರಮವು ನಡೆಯುತ್ತದೆ ಎಂದು ದೇವಾಲಯದ ಧರ್ಮದರ್ಶಿ ಶ್ರೀಮಠದ ಸ್ವಾಮಿ ತಿಳಿಸಿದ್ದಾರೆ. ಪ್ರಧಾನ ಅರ್ಚಕ ವೈ.ಆರ್ ಶ್ರೀನಾಥ್ ಮಾತನಾಡಿ ಬ್ರಹ್ಮ ರಥೋತ್ಸವದ ಅಂಗವಾಗಿ ಶುಕ್ರವಾರ ಬೆಳಿಗ್ಗೆ ಜಾವದಿಂದಲೇ ದೇವರಿಗೆ ಅಭಿಷೇಕ, ತಿರುಕಲ್ಯಾಣ ಮಹೋತ್ಸವ, ಪುಷ್ಪ ಪಲ್ಲಕ್ಕಿ ಶಾಂತಿ ಹೋಮ, ಬಲಿಹರಣ ಮತ್ತು ಪುಷ್ಪಯಾಗ ಕಾರ್ಯಕ್ರಮ ನಡೆಯಲಿದೆ. ಭಕ್ತರು ಭಾಗವಹಿಸಿ ಸ್ವಾಮಿಯ ಕೃಪೆಗೆ ಪಾತ್ರರಾಗಬೇಕು ಎಂದು ಕೋರಿದ್ದಾರೆ.: [44, 209, 274, 367]
mahaveer-sidebox: [730, 722, 932, 872]
kiru-divider-1: [44, 612, 270, 613]
temp-divider: [806, 14, 807, 62]
vishishta-headline: ವಿಶಿಷ್ಟಚೇತನರು ಎಲ್ಲಾ ಕ್ಷೇತ್ರದಲ್ಲೂ ಸಾಧನೆ: [778, 1586, 1208, 1624]
top-story-headline: ದೇಶದ ಸಾಧಕರ ಆದರ್ಶ ಪಾಲಿಸಿ: [622, 99, 848, 124]
vishishta-group-photo: [894, 1634, 1300, 1820]
vip-right-rule: [690, 994, 691, 1546]
mahaveer-box-body: ಭಗವಾನ್ ಮಹಾವೀರರು ಬೋಧಿಸಿದ ಪಂಚಮಹಾವ್ರತಗಳಾದ ಸತ್ಯ, ಅಹಿಂಸೆ, ಅಪರಿಗ್ರಹ, ಅಸ್ತೇಯ, ಬ್ರಹ್ಮಚರ್ಯ ತತ್ವಗಳನ್ನು ಪಾಲಿಸಿದರೆ ದುಷ್ಟಶಕ್ತಿಗಳೆಲ್ಲ ಹೋಗಲಿ ಎಂದು ಆಶಿಸಿದರು.: [737, 750, 905, 806]
manjunath-kicker: ಕೋಲಾರ ಶಾಸಕ ಕೊತ್ತೂರು ಜಿ.ಮಂಜುನಾಥ್: [1001, 403, 1247, 423]
